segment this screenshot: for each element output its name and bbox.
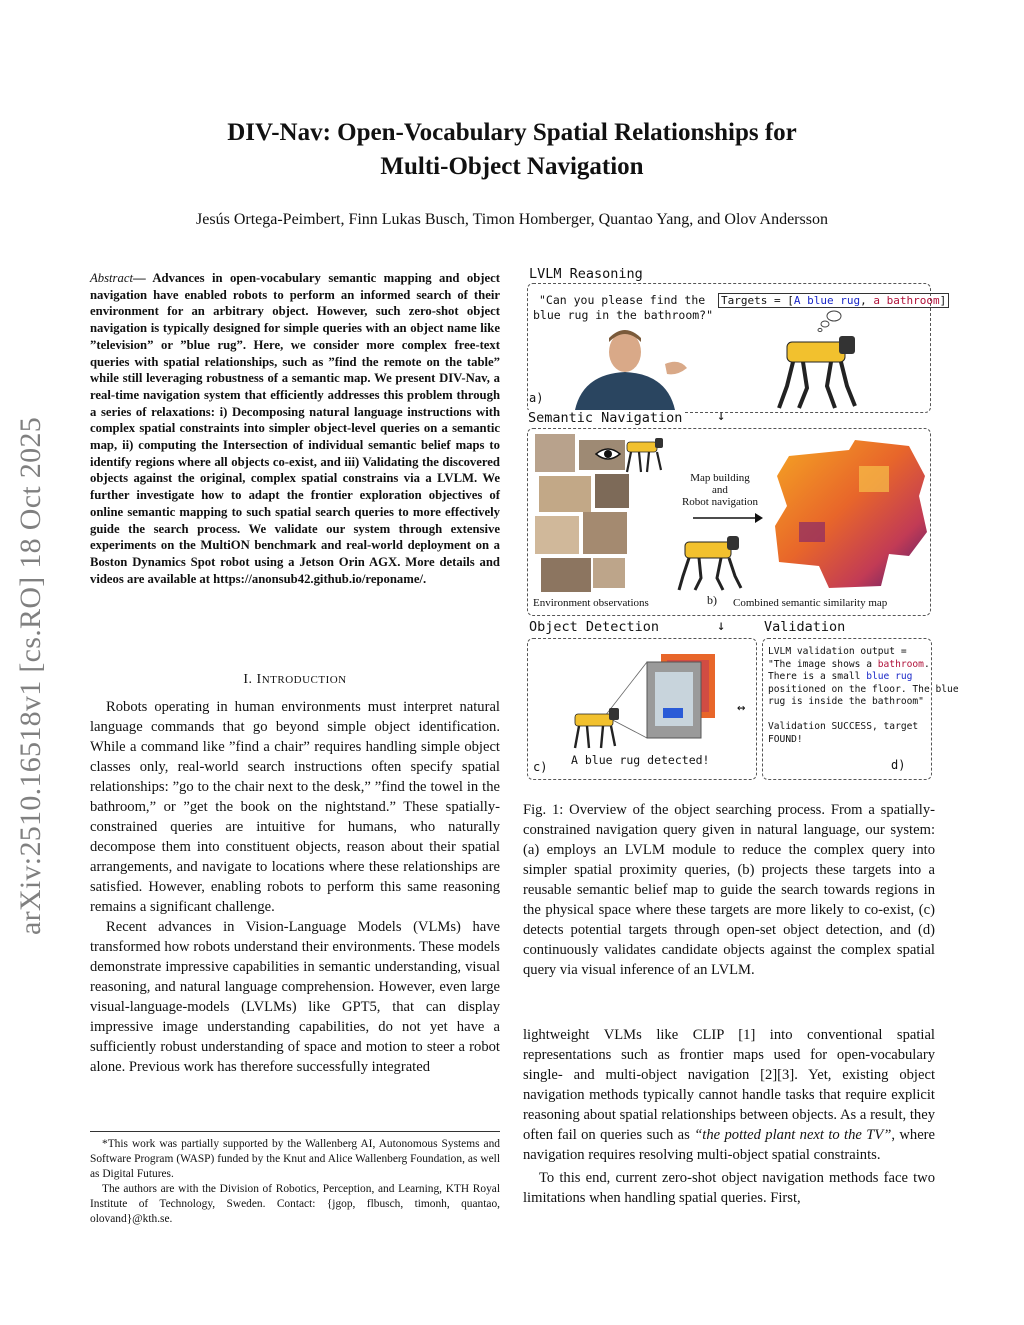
validation-line-1: LVLM validation output = [768, 646, 907, 657]
val-2a: "The image shows a [768, 658, 878, 670]
arrow-down-icon: ↓ [717, 408, 726, 424]
bidirectional-arrow-icon: ↔ [737, 700, 746, 716]
arrow-right-icon [693, 512, 763, 524]
val-3a: There is a small [768, 671, 867, 682]
val-2c: . [923, 658, 930, 670]
eye-icon [595, 446, 621, 462]
targets-suffix: ] [939, 294, 947, 307]
arxiv-identifier: arXiv:2510.16518v1 [cs.RO] 18 Oct 2025 [14, 416, 47, 935]
right-p1-b: , where navigation requires resolving multi-object spatial constraints. [523, 1127, 936, 1163]
arrow-down-icon-2: ↓ [717, 618, 726, 634]
val-3b: blue rug [866, 671, 913, 682]
intro-paragraph-1: Robots operating in human environments must interpret natural language commands that go beyond simple object identification. While a command like ”find a chair” requires handling simple object classes only, real-world search instructions often specify spatial relationships: ”go to the chair next to the desk,” ”find the towel in the bathroom,” or ”get the book on the nightstand.” These spatially-constrained queries are intuitive for humans, who naturally decompose them into constituent objects, reason about their spatial arrangements, and navigate to locations where these relationships are satisfied. However, enabling robots to perform this same reasoning remains a significant challenge. [90, 699, 500, 915]
panel-c-letter: c) [533, 760, 548, 774]
footnote-affiliation: The authors are with the Division of Robotics, Perception, and Learning, KTH Royal Institute of Technology, Sweden. Contact: {jgop, flbusch, timonh, quantao, olovand}@kth.se. [90, 1183, 500, 1225]
footnote-rule [90, 1131, 500, 1132]
detection-text: A blue rug detected! [571, 753, 710, 767]
combined-map-label: Combined semantic similarity map [733, 597, 888, 609]
panel-b-letter: b) [707, 593, 717, 607]
query-line-2: blue rug in the bathroom?" [533, 308, 714, 322]
panel-a-letter: a) [529, 391, 544, 405]
abstract-text: — Advances in open-vocabulary semantic mapping and object navigation have enabled robots to perform an informed search of their environment for an arbitrary object. However, such zero-shot object navigation is typically designed for simple queries with an object name like ”television” or ”blue rug”. Here, we consider more complex free-text queries with spatial relationships, such as ”find the remote on the table” while still leveraging robustness of a semantic map. We present DIV-Nav, a real-time navigation system that efficiently addresses this problem through a series of relaxations: i) Decomposing natural language instructions with complex spatial constraints into simpler object-level queries on a semantic map, ii) computing the Intersection of individual semantic belief maps to identify regions where all objects co-exist, and iii) Validating the discovered objects against the original, complex spatial constrains via a LVLM. We further investigate how to adapt the frontier exploration objectives of online semantic mapping to such spatial search queries to more effectively guide the search process. We validate our system through extensive experiments on the MultiON benchmark and real-world deployment on a Boston Dynamics Spot robot using a Jetson Orin AGX. More details and videos are available at https://anonsub42.github.io/reponame/. [90, 271, 500, 586]
figure-caption: Fig. 1: Overview of the object searching process. From a spatially-constrained navigation query given in natural language, our system: (a) employs an LVLM module to reduce the complex query into simpler spatial proximity queries, (b) projects these targets into a reusable semantic belief map to guide the search towards regions in the physical space where these targets are more likely to co-exist, (c) detects potential targets through open-set object detection, and (d) continuously validates candidate objects against the complex spatial query via visual inference of an LVLM. [523, 802, 935, 978]
right-paragraph-2: To this end, current zero-shot object navigation methods face two limitations when handling spatial queries. First, [523, 1170, 935, 1206]
panel-b-title: Semantic Navigation [528, 410, 683, 426]
target-blue-rug: A blue rug [793, 294, 861, 307]
validation-line-6: Validation SUCCESS, target [768, 721, 919, 732]
figure-1 [525, 266, 959, 786]
section-first-letter: I [256, 672, 262, 687]
targets-separator: , [860, 294, 874, 307]
validation-line-2 [768, 659, 930, 672]
panel-d-letter: d) [891, 758, 906, 772]
panel-c-title: Object Detection [529, 619, 660, 635]
right-p1-quote: “the potted plant next to the TV” [694, 1127, 892, 1143]
val-2b: bathroom [877, 658, 924, 670]
title-line-1: DIV-Nav: Open-Vocabulary Spatial Relationships for [227, 119, 797, 146]
map-building-label [675, 472, 765, 508]
validation-line-5: rug is inside the bathroom" [768, 696, 924, 707]
map-building-line-3: Robot navigation [681, 496, 759, 508]
right-column-text [523, 1025, 935, 1208]
person-photo-icon [555, 324, 695, 410]
map-building-line-2: and [712, 484, 728, 496]
validation-line-3 [768, 671, 930, 684]
footnote-funding: *This work was partially supported by the Wallenberg AI, Autonomous Systems and Software Program (WASP) funded by the Knut and Alice Wallenberg Foundation, as well as Digital Futures. [90, 1138, 500, 1180]
validation-line-7: FOUND! [768, 733, 803, 745]
validation-line-4: positioned on the floor. The blue [768, 683, 959, 695]
query-line-1: "Can you please find the [539, 293, 706, 307]
intro-paragraph-2: Recent advances in Vision-Language Models (VLMs) have transformed how robots understand their environments. These models demonstrate impressive capabilities in semantic understanding, visual reasoning, and natural language comprehension. However, even large visual-language-models (LVLMs) like GPT5, that can display impressive image understanding capabilities, do not yet have a sufficiently robust understanding of space and motion to steer a robot alone. Previous work has therefore successfully integrated [90, 919, 500, 1075]
targets-box [718, 293, 949, 308]
semantic-similarity-heatmap [769, 436, 929, 596]
panel-a-title: LVLM Reasoning [529, 266, 643, 282]
robot-dog-navigating-icon [675, 530, 747, 592]
robot-dog-small-icon [621, 434, 669, 474]
title-line-2: Multi-Object Navigation [380, 153, 644, 180]
paper-title [0, 116, 1024, 184]
map-building-line-1: Map building [690, 472, 750, 484]
targets-prefix: Targets = [ [721, 294, 794, 307]
abstract-label: Abstract [90, 271, 133, 285]
env-observations-label: Environment observations [533, 597, 649, 609]
object-detection-image [565, 648, 725, 758]
section-number: I. [243, 672, 257, 687]
section-rest: NTRODUCTION [261, 674, 347, 686]
intro-text [90, 697, 500, 1077]
target-bathroom: a bathroom [873, 294, 940, 307]
right-paragraph-1 [523, 1025, 935, 1165]
author-list: Jesús Ortega-Peimbert, Finn Lukas Busch, Timon Homberger, Quantao Yang, and Olov Andersson [196, 211, 828, 228]
robot-dog-icon [773, 328, 863, 410]
abstract [90, 270, 500, 587]
panel-d-title: Validation [764, 619, 846, 635]
footnotes [90, 1137, 500, 1227]
section-heading-introduction [90, 672, 500, 688]
validation-output [768, 646, 959, 746]
right-p1-a: lightweight VLMs like CLIP [1] into conventional spatial representations such as frontier maps used for open-vocabulary single- and multi-object navigation [2][3]. Yet, existing object navigation methods typically cannot handle tasks that require explicit reasoning about spatial relationships between objects. As a result, they often fail on queries such as [523, 1027, 935, 1143]
